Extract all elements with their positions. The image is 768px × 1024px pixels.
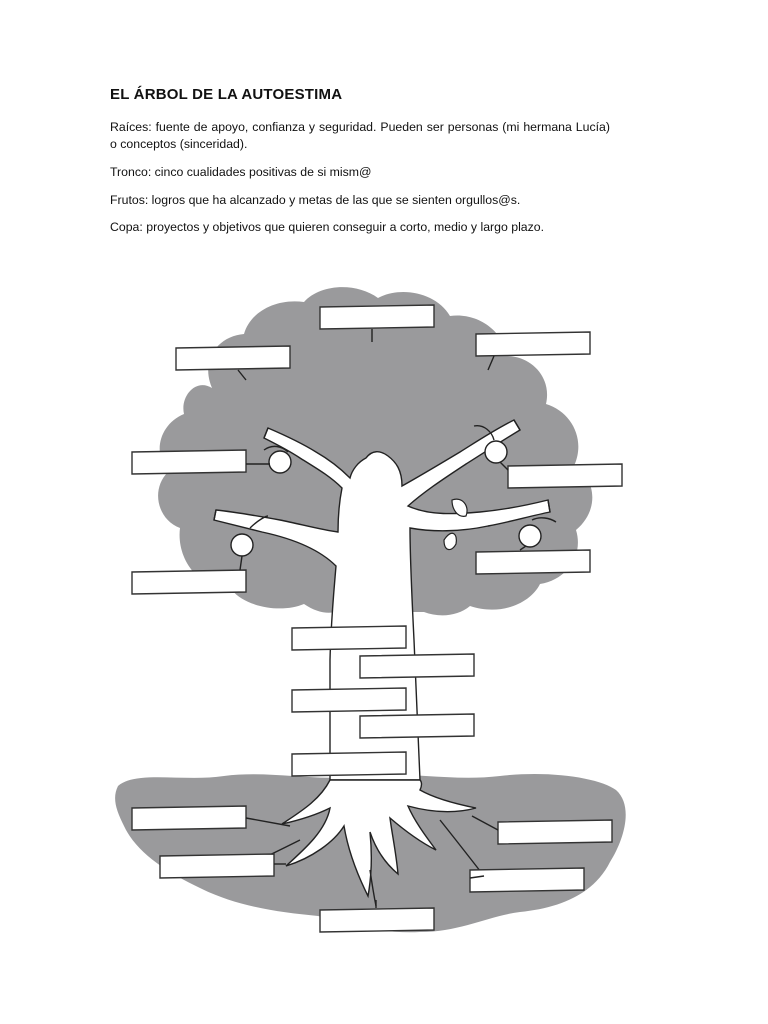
tronco-description: Tronco: cinco cualidades positivas de si mism@ (110, 165, 372, 179)
label-box[interactable] (292, 626, 406, 650)
label-box[interactable] (160, 854, 286, 878)
label-box[interactable] (292, 688, 406, 712)
page-title: EL ÁRBOL DE LA AUTOESTIMA (110, 86, 343, 103)
label-box[interactable] (360, 654, 474, 678)
label-box[interactable] (360, 714, 474, 738)
copa-description: Copa: proyectos y objetivos que quieren conseguir a corto, medio y largo plazo. (110, 220, 545, 234)
raices-description: Raíces: fuente de apoyo, confianza y seguridad. Pueden ser personas (mi hermana Lucía) o conceptos (sinceridad). (110, 120, 610, 151)
label-box[interactable] (470, 868, 584, 892)
label-box[interactable] (292, 752, 406, 776)
frutos-description: Frutos: logros que ha alcanzado y metas de las que se sienten orgullos@s. (110, 193, 521, 207)
label-box[interactable] (500, 462, 622, 488)
